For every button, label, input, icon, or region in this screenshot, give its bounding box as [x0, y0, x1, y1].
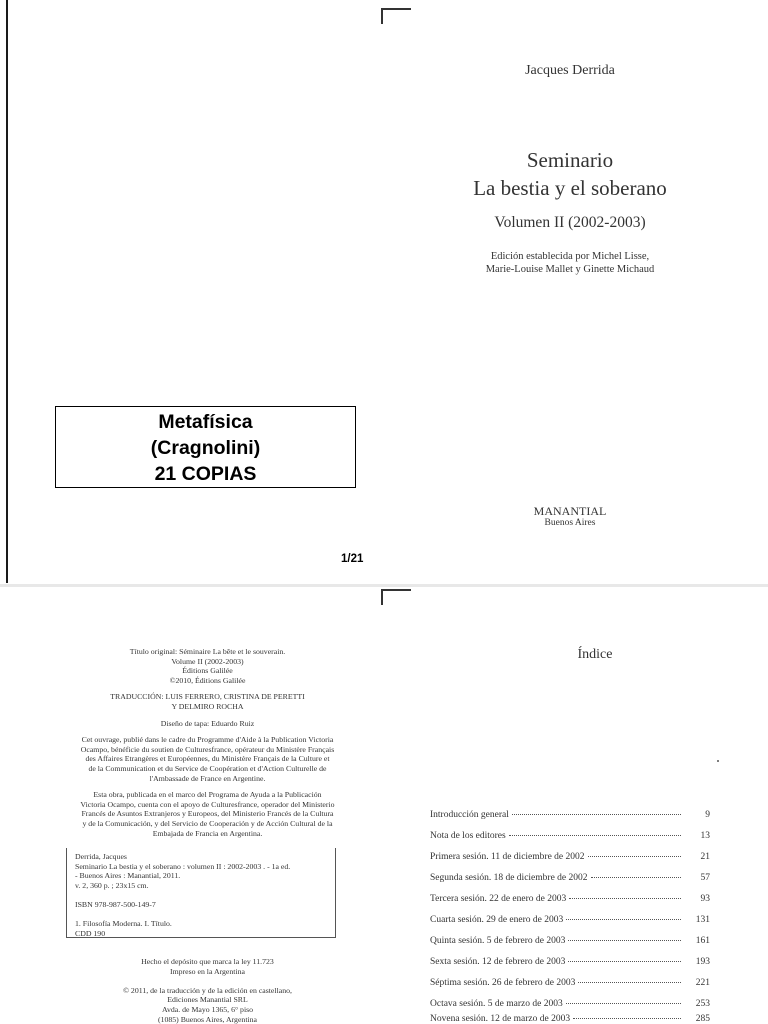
toc-entry	[430, 978, 710, 988]
toc-entry-label: Tercera sesión. 22 de enero de 2003	[430, 894, 567, 904]
credit-line: des Affaires Etrangères et Européennes, du Ministère Français de la Culture et	[85, 754, 330, 764]
toc-entry	[430, 831, 710, 841]
toc-leader	[568, 961, 681, 962]
toc-leader	[573, 1018, 681, 1019]
toc-entry-page: 221	[695, 978, 710, 988]
credit-line: Victoria Ocampo, cuenta con el apoyo de Culturesfrance, operador del Ministerio	[80, 799, 335, 809]
stamp-line: (Cragnolini)	[150, 437, 261, 459]
credit-line: Esta obra, publicada en el marco del Programa de Ayuda a la Publicación	[93, 790, 322, 800]
book-title-line-1: Seminario	[526, 148, 614, 172]
toc-entry	[430, 894, 710, 904]
toc-entry	[430, 852, 710, 862]
toc-entry-label: Nota de los editores	[430, 831, 506, 841]
credit-line: Embajada de Francia en Argentina.	[152, 828, 263, 838]
toc-leader	[512, 814, 681, 815]
legal-line: Ediciones Manantial SRL	[167, 995, 248, 1005]
toc-leader	[588, 856, 681, 857]
cip-line: Derrida, Jacques	[75, 852, 127, 861]
toc-entry-label: Segunda sesión. 18 de diciembre de 2002	[430, 873, 588, 883]
toc-entry-page: 21	[700, 852, 710, 862]
toc-entry	[430, 1014, 710, 1024]
credit-line: Y DELMIRO ROCHA	[171, 701, 244, 711]
toc-leader	[566, 1003, 681, 1004]
toc-entry-page: 285	[695, 1014, 710, 1024]
cip-line	[75, 890, 327, 900]
page-counter: 1/21	[341, 553, 364, 565]
legal-line: Avda. de Mayo 1365, 6° piso	[161, 1004, 254, 1014]
stamp-line: Metafísica	[158, 411, 253, 433]
toc-entry	[430, 873, 710, 883]
toc-entry-page: 161	[695, 936, 710, 946]
toc-entry	[430, 999, 710, 1009]
legal-line: Hecho el depósito que marca la ley 11.723	[141, 957, 274, 966]
legal-line: © 2011, de la traducción y de la edición en castellano,	[123, 985, 292, 995]
credit-line: TRADUCCIÓN: LUIS FERRERO, CRISTINA DE PERETTI	[110, 692, 305, 702]
edition-line: Marie-Louise Mallet y Ginette Michaud	[485, 264, 655, 275]
legal-line: Impreso en la Argentina	[170, 966, 245, 976]
cip-line: CDD 190	[75, 928, 106, 938]
credit-line: Volume II (2002-2003)	[171, 656, 244, 666]
toc-entry-page: 57	[700, 873, 710, 883]
credit-line: Ocampo, bénéficie du soutien de Culturesfrance, opérateur du Ministère Français	[80, 744, 335, 754]
toc-entry-page: 253	[695, 999, 710, 1009]
translation-block	[60, 692, 355, 711]
original-title-block	[60, 647, 355, 685]
toc-leader	[568, 940, 681, 941]
publisher-city: Buenos Aires	[544, 518, 596, 528]
scan-speck	[717, 760, 719, 762]
credit-line: Éditions Galilée	[182, 666, 233, 676]
toc-leader	[569, 898, 681, 899]
toc-entry	[430, 957, 710, 967]
crop-mark-bottom	[381, 589, 411, 605]
toc-entry	[430, 915, 710, 925]
publisher-name: MANANTIAL	[533, 504, 607, 518]
cip-line: v. 2, 360 p. ; 23x15 cm.	[75, 880, 149, 890]
toc-entry-page: 193	[695, 957, 710, 967]
page-divider	[0, 584, 768, 587]
credit-line: de la Communication et du Service de Coopération et d'Action Culturelle de	[88, 763, 327, 773]
book-title-line-2: La bestia y el soberano	[473, 176, 667, 200]
toc-entry-label: Primera sesión. 11 de diciembre de 2002	[430, 852, 585, 862]
toc-entry-page: 13	[700, 831, 710, 841]
toc-entry-page: 131	[695, 915, 710, 925]
credit-line: Cet ouvrage, publié dans le cadre du Programme d'Aide à la Publication Victoria	[81, 735, 334, 745]
toc-entry-label: Introducción general	[430, 810, 509, 820]
author-name: Jacques Derrida	[525, 63, 615, 78]
credit-line: Francés de Asuntos Extranjeros y Europeos, del Ministerio Francés de la Cultura	[81, 809, 334, 819]
catalog-record	[66, 848, 336, 938]
cip-line: ISBN 978-987-500-149-7	[75, 899, 156, 909]
toc-leader	[566, 919, 681, 920]
french-note	[60, 735, 355, 783]
volume-label: Volumen II (2002-2003)	[494, 214, 646, 231]
legal-line: (1085) Buenos Aires, Argentina	[157, 1014, 258, 1024]
index-title: Índice	[577, 647, 613, 662]
crop-mark-top	[381, 8, 411, 24]
toc-entry-label: Quinta sesión. 5 de febrero de 2003	[430, 936, 566, 946]
toc-entry-label: Novena sesión. 12 de marzo de 2003	[430, 1014, 571, 1024]
edition-line: Edición establecida por Michel Lisse,	[490, 251, 650, 262]
toc-leader	[578, 982, 681, 983]
toc-leader	[591, 877, 681, 878]
stamp-line: 21 COPIAS	[154, 463, 257, 485]
course-stamp	[55, 406, 356, 488]
credit-line: l'Ambassade de France en Argentine.	[149, 773, 266, 783]
cip-line: - Buenos Aires : Manantial, 2011.	[75, 871, 181, 881]
spanish-note	[60, 790, 355, 838]
cip-line	[75, 910, 327, 920]
cover-design-credit: Diseño de tapa: Eduardo Ruiz	[160, 718, 255, 728]
toc-entry	[430, 810, 710, 820]
toc-leader	[509, 835, 681, 836]
legal-notice	[60, 957, 355, 1024]
toc-entry-label: Octava sesión. 5 de marzo de 2003	[430, 999, 563, 1009]
toc-entry	[430, 936, 710, 946]
cip-line: 1. Filosofía Moderna. I. Título.	[75, 919, 172, 929]
credit-line: y de la Comunicación, y del Servicio de Cooperación y de Acción Cultural de la	[82, 818, 333, 828]
toc-entry-label: Sexta sesión. 12 de febrero de 2003	[430, 957, 566, 967]
toc-entry-page: 93	[700, 894, 710, 904]
toc-entry-label: Séptima sesión. 26 de febrero de 2003	[430, 978, 576, 988]
toc-entry-page: 9	[705, 810, 710, 820]
legal-line	[60, 976, 355, 986]
credits-block	[60, 647, 355, 838]
scan-edge	[6, 0, 8, 583]
credit-line: Título original: Séminaire La bête et le souverain.	[129, 647, 286, 656]
cip-line: Seminario La bestia y el soberano : volumen II : 2002-2003 . - 1a ed.	[75, 861, 291, 871]
edition-credits	[440, 250, 700, 276]
toc-entry-label: Cuarta sesión. 29 de enero de 2003	[430, 915, 564, 925]
credit-line: ©2010, Éditions Galilée	[169, 675, 246, 685]
